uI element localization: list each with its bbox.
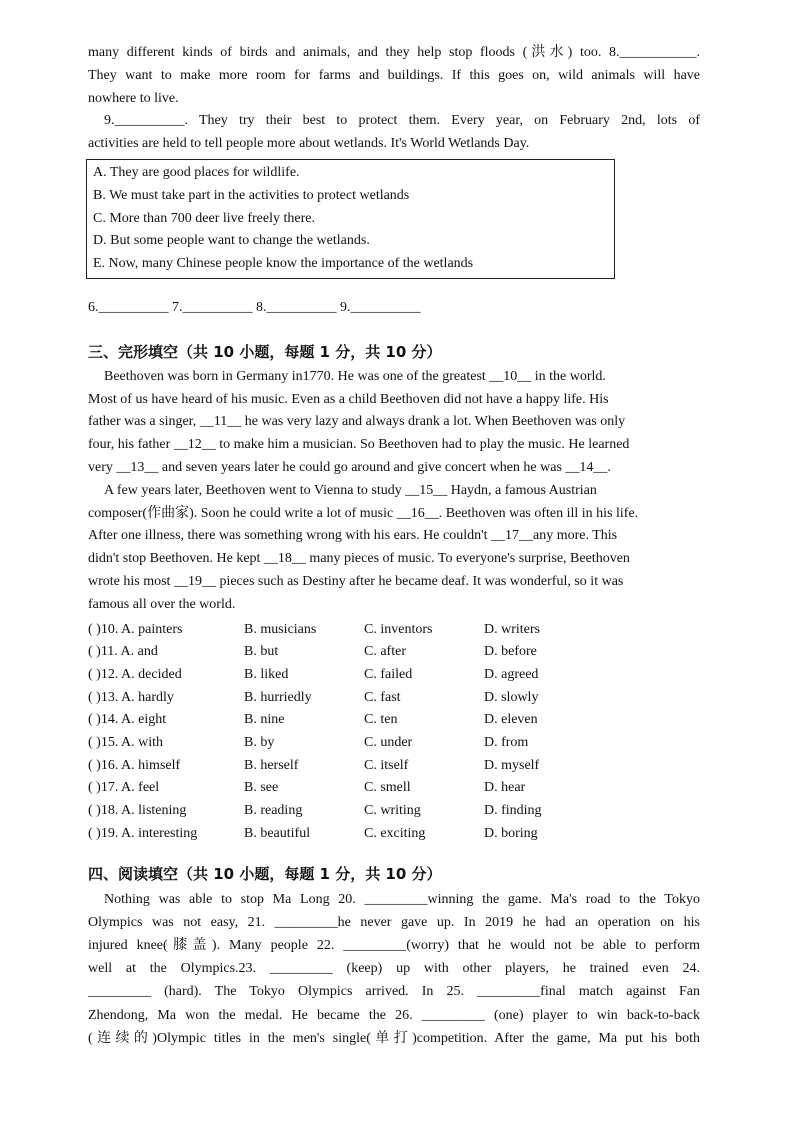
passage-line: composer(作曲家). Soon he could write a lot of music __16__. Beethoven was often ill in his life. xyxy=(88,505,639,521)
passage-line: Nothing was able to stop Ma Long 20. _________winning the game. Ma's road to the Tokyo xyxy=(104,891,700,907)
passage-line: 9.__________. They try their best to protect them. Every year, on February 2nd, lots of xyxy=(104,113,700,129)
section3-options xyxy=(88,619,700,846)
choice-e: E. Now, many Chinese people know the importance of the wetlands xyxy=(93,256,474,272)
option-d[interactable]: D. hear xyxy=(484,780,526,796)
option-b[interactable]: B. herself xyxy=(244,757,299,773)
passage-line: many different kinds of birds and animals, and they help stop floods (洪水) too. 8.___________. xyxy=(88,45,700,60)
option-b[interactable]: B. but xyxy=(244,644,279,660)
option-row[interactable] xyxy=(88,755,700,778)
option-c[interactable]: C. failed xyxy=(364,666,413,682)
option-b[interactable]: B. nine xyxy=(244,712,285,728)
option-a[interactable]: ( )18. A. listening xyxy=(88,803,187,819)
passage-line: They want to make more room for farms and buildings. If this goes on, wild animals will have xyxy=(88,67,700,83)
passage-line: father was a singer, __11__ he was very lazy and always drank a lot. When Beethoven was only xyxy=(88,414,626,430)
passage-line: After one illness, there was something wrong with his ears. He couldn't __17__any more. This xyxy=(88,528,618,544)
option-a[interactable]: ( )10. A. painters xyxy=(88,621,183,637)
option-row[interactable] xyxy=(88,800,700,823)
passage-line: wrote his most __19__ pieces such as Destiny after he became deaf. It was wonderful, so it was xyxy=(88,573,624,589)
option-d[interactable]: D. before xyxy=(484,644,537,660)
option-b[interactable]: B. liked xyxy=(244,666,289,682)
section4-passage xyxy=(88,888,700,1050)
choice-c: C. More than 700 deer live freely there. xyxy=(93,210,315,226)
option-b[interactable]: B. by xyxy=(244,735,275,751)
option-c[interactable]: C. ten xyxy=(364,712,398,728)
option-b[interactable]: B. hurriedly xyxy=(244,689,312,705)
passage-line: Beethoven was born in Germany in1770. He was one of the greatest __10__ in the world. xyxy=(104,368,606,384)
option-d[interactable]: D. agreed xyxy=(484,666,539,682)
option-a[interactable]: ( )12. A. decided xyxy=(88,666,182,682)
option-row[interactable] xyxy=(88,664,700,687)
option-d[interactable]: D. from xyxy=(484,735,529,751)
choices-box xyxy=(86,159,615,279)
option-row[interactable] xyxy=(88,641,700,664)
option-a[interactable]: ( )14. A. eight xyxy=(88,712,167,728)
option-c[interactable]: C. writing xyxy=(364,803,421,819)
passage-line: famous all over the world. xyxy=(88,596,236,612)
option-b[interactable]: B. see xyxy=(244,780,279,796)
option-c[interactable]: C. exciting xyxy=(364,825,426,841)
passage-line: four, his father __12__ to make him a musician. So Beethoven had to play the music. He learned xyxy=(88,437,630,453)
option-a[interactable]: ( )11. A. and xyxy=(88,644,158,660)
passage-line: injured knee(膝盖). Many people 22. _________(worry) that he would not be able to perform xyxy=(88,937,700,953)
option-row[interactable] xyxy=(88,687,700,710)
passage-top xyxy=(88,42,700,156)
passage-line: _________ (hard). The Tokyo Olympics arrived. In 25. _________final match against Fan xyxy=(88,984,700,1000)
option-b[interactable]: B. beautiful xyxy=(244,825,311,841)
answer-blanks[interactable]: 6.__________ 7.__________ 8.__________ 9.__________ xyxy=(88,299,421,315)
passage-line: (连续的)Olympic titles in the men's single(单打)competition. After the game, Ma put his both xyxy=(88,1030,700,1046)
option-a[interactable]: ( )19. A. interesting xyxy=(88,825,198,841)
option-b[interactable]: B. reading xyxy=(244,803,303,819)
option-d[interactable]: D. boring xyxy=(484,825,538,841)
choice-a: A. They are good places for wildlife. xyxy=(93,164,300,180)
choice-b: B. We must take part in the activities to protect wetlands xyxy=(93,187,410,203)
option-c[interactable]: C. under xyxy=(364,735,413,751)
choice-d: D. But some people want to change the wetlands. xyxy=(93,233,370,249)
option-a[interactable]: ( )15. A. with xyxy=(88,735,164,751)
passage-line: well at the Olympics.23. _________ (keep) up with other players, he trained even 24. xyxy=(88,961,700,977)
option-c[interactable]: C. inventors xyxy=(364,621,433,637)
option-row[interactable] xyxy=(88,823,700,846)
option-a[interactable]: ( )16. A. himself xyxy=(88,757,181,773)
option-d[interactable]: D. eleven xyxy=(484,712,538,728)
passage-line: Most of us have heard of his music. Even as a child Beethoven did not have a happy life. His xyxy=(88,391,609,407)
option-b[interactable]: B. musicians xyxy=(244,621,317,637)
section4-heading: 四、阅读填空（共 10 小题，每题 1 分，共 10 分） xyxy=(88,864,442,883)
exam-page xyxy=(88,42,700,1050)
passage-line: Olympics was not easy, 21. _________he never gave up. In 2019 he had an operation on his xyxy=(88,914,700,930)
passage-line: activities are held to tell people more about wetlands. It's World Wetlands Day. xyxy=(88,136,530,152)
option-row[interactable] xyxy=(88,732,700,755)
option-c[interactable]: C. after xyxy=(364,644,406,660)
option-row[interactable] xyxy=(88,709,700,732)
passage-line: nowhere to live. xyxy=(88,90,179,106)
option-row[interactable] xyxy=(88,619,700,642)
passage-line: very __13__ and seven years later he could go around and give concert when he was __14__. xyxy=(88,459,611,475)
option-c[interactable]: C. itself xyxy=(364,757,409,773)
passage-line: A few years later, Beethoven went to Vienna to study __15__ Haydn, a famous Austrian xyxy=(104,482,597,498)
option-d[interactable]: D. slowly xyxy=(484,689,539,705)
option-a[interactable]: ( )17. A. feel xyxy=(88,780,160,796)
passage-line: Zhendong, Ma won the medal. He became the 26. _________ (one) player to win back-to-back xyxy=(88,1007,700,1023)
option-a[interactable]: ( )13. A. hardly xyxy=(88,689,174,705)
passage-line: didn't stop Beethoven. He kept __18__ many pieces of music. To everyone's surprise, Beethoven xyxy=(88,551,630,567)
option-c[interactable]: C. fast xyxy=(364,689,401,705)
option-row[interactable] xyxy=(88,777,700,800)
option-d[interactable]: D. writers xyxy=(484,621,540,637)
option-c[interactable]: C. smell xyxy=(364,780,411,796)
option-d[interactable]: D. myself xyxy=(484,757,540,773)
option-d[interactable]: D. finding xyxy=(484,803,542,819)
section3-heading: 三、完形填空（共 10 小题，每题 1 分，共 10 分） xyxy=(88,342,442,361)
section3-passage xyxy=(88,366,700,617)
